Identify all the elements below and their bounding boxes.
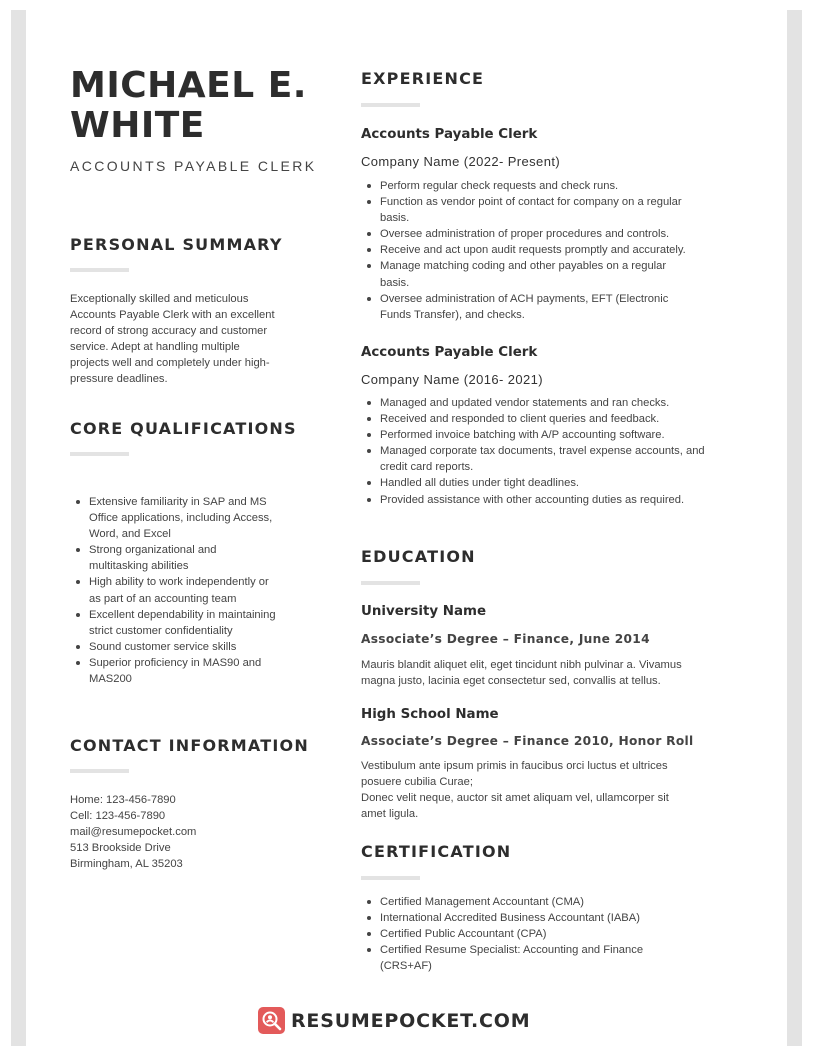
list-item-line: strict customer confidentiality [89,624,233,637]
list-item-line: Certified Resume Specialist: Accounting and Finance [380,944,644,957]
section-rule [70,769,129,773]
description-line: amet ligula. [361,808,419,821]
list-item [361,411,705,427]
job-company: Company Name (2022- Present) [361,154,561,169]
resumepocket-logo [258,1007,530,1034]
list-item [361,194,686,226]
summary-line: projects well and completely under high- [70,357,270,370]
contact-details [70,792,196,872]
home-phone: Home: 123-456-7890 [70,794,176,806]
name-line-1: MICHAEL E. [70,65,307,106]
job-title: ACCOUNTS PAYABLE CLERK [70,158,317,174]
certification-list [361,894,643,974]
education-heading: EDUCATION [361,547,476,566]
certification-heading: CERTIFICATION [361,842,512,861]
list-item-line: Perform regular check requests and check runs. [380,180,619,192]
list-item [70,639,276,655]
section-rule [70,452,129,456]
core-qualifications-heading: CORE QUALIFICATIONS [70,419,297,438]
personal-summary-text [70,291,275,388]
job-role: Accounts Payable Clerk [361,127,538,142]
list-item [361,242,686,258]
list-item [361,258,686,290]
list-item-line: Managed corporate tax documents, travel expense accounts, and [380,445,705,458]
school-description [361,657,682,689]
list-item-line: Excellent dependability in maintaining [89,608,276,621]
job-role: Accounts Payable Clerk [361,345,538,360]
list-item-line: Managed and updated vendor statements and ran checks. [380,397,670,409]
section-rule [361,876,420,880]
list-item [70,574,276,606]
list-item [361,894,643,910]
list-item-line: Strong organizational and [89,544,217,557]
list-item-line: Performed invoice batching with A/P accounting software. [380,429,665,442]
list-item-line: Manage matching coding and other payables on a regular [380,260,667,273]
list-item-line: (CRS+AF) [380,960,432,973]
list-item-line: Word, and Excel [89,528,171,541]
list-item-line: Sound customer service skills [89,640,237,653]
list-item-line: Oversee administration of ACH payments, EFT (Electronic [380,292,669,305]
cell-phone: Cell: 123-456-7890 [70,810,166,823]
list-item [361,926,643,942]
list-item [361,178,686,194]
list-item-line: Extensive familiarity in SAP and MS [89,496,267,508]
description-line: Vestibulum ante ipsum primis in faucibus orci luctus et ultrices [361,760,668,772]
list-item-line: as part of an accounting team [89,592,237,605]
list-item [361,395,705,411]
job-duties-list [361,395,705,508]
section-rule [361,103,420,107]
summary-line: pressure deadlines. [70,373,168,386]
description-line: Mauris blandit aliquet elit, eget tincidunt nibh pulvinar a. Vivamus [361,659,682,671]
school-name: University Name [361,604,487,619]
list-item [361,942,643,974]
job-company: Company Name (2016- 2021) [361,372,543,387]
street-address: 513 Brookside Drive [70,842,171,855]
list-item [361,443,705,475]
section-rule [361,581,420,585]
school-degree: Associate’s Degree – Finance, June 2014 [361,632,650,646]
list-item-line: Funds Transfer), and checks. [380,308,525,321]
list-item-line: Provided assistance with other accounting duties as required. [380,493,685,506]
list-item-line: Office applications, including Access, [89,512,273,525]
city-address: Birmingham, AL 35203 [70,858,183,871]
list-item [70,494,276,542]
section-rule [70,268,129,272]
list-item-line: Received and responded to client queries and feedback. [380,413,660,426]
description-line: Donec velit neque, auctor sit amet aliquam vel, ullamcorper sit [361,792,669,805]
list-item-line: Function as vendor point of contact for company on a regular [380,196,682,209]
list-item-line: International Accredited Business Accountant (IABA) [380,912,640,925]
school-name: High School Name [361,707,499,722]
list-item [361,475,705,491]
list-item-line: MAS200 [89,673,132,686]
description-line: magna justo, lacinia eget consectetur sed, convallis at tellus. [361,675,661,688]
list-item [361,226,686,242]
school-degree: Associate’s Degree – Finance 2010, Honor Roll [361,734,694,748]
list-item [361,291,686,323]
list-item [361,427,705,443]
personal-summary-heading: PERSONAL SUMMARY [70,235,283,254]
left-margin-bar [11,10,26,1046]
list-item-line: multitasking abilities [89,560,189,573]
job-duties-list [361,178,686,323]
list-item [361,910,643,926]
list-item-line: Receive and act upon audit requests promptly and accurately. [380,244,686,257]
list-item-line: Certified Management Accountant (CMA) [380,896,584,908]
name-line-2: WHITE [70,105,205,146]
list-item-line: Certified Public Accountant (CPA) [380,928,547,941]
email-address: mail@resumepocket.com [70,826,197,839]
contact-information-heading: CONTACT INFORMATION [70,736,309,755]
summary-line: Exceptionally skilled and meticulous [70,293,249,305]
list-item-line: Oversee administration of proper procedures and controls. [380,228,670,241]
experience-heading: EXPERIENCE [361,69,485,88]
summary-line: record of strong accuracy and customer [70,325,268,338]
list-item-line: basis. [380,276,410,289]
list-item [70,542,276,574]
summary-line: service. Adept at handling multiple [70,341,240,354]
brand-name: RESUMEPOCKET.COM [291,1009,531,1032]
list-item [70,607,276,639]
list-item-line: Superior proficiency in MAS90 and [89,656,262,669]
list-item-line: basis. [380,212,410,225]
candidate-name [70,66,307,146]
list-item [361,492,705,508]
summary-line: Accounts Payable Clerk with an excellent [70,309,275,322]
right-margin-bar [787,10,802,1046]
description-line: posuere cubilia Curae; [361,776,473,789]
qualifications-list [70,494,276,687]
list-item-line: Handled all duties under tight deadlines. [380,477,580,490]
school-description [361,758,669,822]
list-item-line: High ability to work independently or [89,576,269,589]
list-item-line: credit card reports. [380,461,474,474]
search-person-icon [258,1007,285,1034]
list-item [70,655,276,687]
